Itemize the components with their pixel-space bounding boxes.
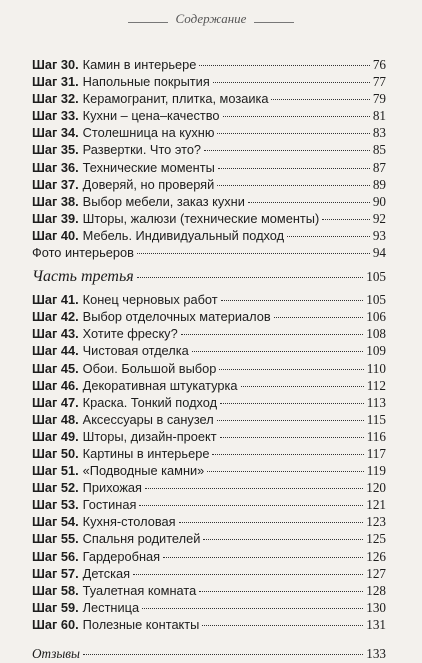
step-number: Шаг 53.: [32, 497, 79, 513]
step-number: Шаг 42.: [32, 309, 79, 325]
step-number: Шаг 56.: [32, 548, 79, 564]
running-header: [0, 11, 422, 27]
page-number: 105: [366, 292, 386, 308]
step-number: Шаг 38.: [32, 193, 79, 209]
entry-title: Гардеробная: [82, 548, 161, 564]
leader-dots: [137, 277, 364, 278]
entry-title: Шторы, жалюзи (технические моменты): [82, 210, 320, 226]
table-of-contents: [32, 57, 386, 663]
entry-title: Туалетная комната: [82, 582, 197, 598]
step-number: Шаг 51.: [32, 463, 79, 479]
leader-dots: [179, 522, 364, 523]
entry-title: Развертки. Что это?: [82, 142, 202, 158]
page-number: 92: [372, 210, 386, 226]
leader-dots: [218, 168, 370, 169]
page-number: 93: [372, 227, 386, 243]
leader-dots: [241, 386, 364, 387]
step-number: Шаг 48.: [32, 411, 79, 427]
entry-title: Напольные покрытия: [82, 74, 210, 90]
toc-entry[interactable]: [32, 566, 386, 583]
entry-title: Детская: [82, 565, 131, 581]
header-rule-right: [254, 22, 294, 23]
entry-title: Хотите фреску?: [82, 326, 178, 342]
toc-entry[interactable]: [32, 228, 386, 245]
toc-entry[interactable]: [32, 309, 386, 326]
entry-title: Камин в интерьере: [82, 57, 197, 72]
toc-entry[interactable]: [32, 343, 386, 360]
leader-dots: [223, 116, 370, 117]
page-number: 131: [366, 616, 386, 632]
page-number: 109: [366, 343, 386, 359]
step-number: Шаг 54.: [32, 514, 79, 530]
toc-list-part-two: [32, 57, 386, 262]
step-number: Шаг 35.: [32, 142, 79, 158]
entry-title: Выбор отделочных материалов: [82, 309, 271, 325]
header-title: Содержание: [175, 11, 247, 26]
reviews-page: 133: [366, 646, 386, 661]
page-number: 123: [366, 514, 386, 530]
entry-title: Технические моменты: [82, 159, 215, 175]
leader-dots: [219, 369, 363, 370]
leader-dots: [213, 82, 370, 83]
step-number: Шаг 50.: [32, 445, 79, 461]
header-rule-left: [128, 22, 168, 23]
page-number: 120: [366, 480, 386, 496]
toc-entry[interactable]: [32, 463, 386, 480]
page-number: 115: [366, 411, 386, 427]
entry-title: Кухни – цена–качество: [82, 108, 220, 124]
leader-dots: [137, 253, 370, 254]
entry-title: Обои. Большой выбор: [82, 360, 217, 376]
page-number: 76: [372, 57, 386, 72]
toc-entry[interactable]: [32, 395, 386, 412]
leader-dots: [287, 236, 370, 237]
leader-dots: [271, 99, 369, 100]
entry-title: Аксессуары в санузел: [82, 411, 214, 427]
toc-entry[interactable]: [32, 429, 386, 446]
toc-entry[interactable]: [32, 600, 386, 617]
toc-entry[interactable]: [32, 245, 386, 262]
leader-dots: [207, 471, 363, 472]
step-number: Шаг 43.: [32, 326, 79, 342]
page-number: 126: [366, 548, 386, 564]
leader-dots: [204, 150, 370, 151]
leader-dots: [199, 65, 369, 66]
entry-title: Полезные контакты: [82, 616, 200, 632]
toc-entry[interactable]: [32, 142, 386, 159]
entry-title: Краска. Тонкий подход: [82, 394, 218, 410]
page-number: 127: [366, 565, 386, 581]
entry-title: Столешница на кухню: [82, 125, 215, 141]
page-number: 128: [366, 582, 386, 598]
toc-entry[interactable]: [32, 446, 386, 463]
step-number: Шаг 37.: [32, 176, 79, 192]
step-number: Шаг 46.: [32, 377, 79, 393]
entry-title: Выбор мебели, заказ кухни: [82, 193, 245, 209]
page-number: 81: [372, 108, 386, 124]
page-number: 89: [372, 176, 386, 192]
leader-dots: [322, 219, 370, 220]
leader-dots: [217, 185, 370, 186]
page-number: 79: [372, 91, 386, 107]
step-number: Шаг 41.: [32, 292, 79, 308]
leader-dots: [248, 202, 370, 203]
step-number: Шаг 58.: [32, 582, 79, 598]
toc-list-part-three: [32, 292, 386, 634]
leader-dots: [203, 539, 363, 540]
leader-dots: [163, 557, 363, 558]
step-number: Шаг 30.: [32, 57, 79, 72]
toc-entry[interactable]: [32, 531, 386, 548]
step-number: Шаг 52.: [32, 480, 79, 496]
entry-title: Конец черновых работ: [82, 292, 218, 308]
page-number: 117: [366, 445, 386, 461]
toc-entry[interactable]: [32, 378, 386, 395]
page-number: 108: [366, 326, 386, 342]
toc-entry[interactable]: [32, 125, 386, 142]
leader-dots: [192, 351, 364, 352]
entry-title: Шторы, дизайн-проект: [82, 428, 217, 444]
step-number: Шаг 45.: [32, 360, 79, 376]
toc-entry[interactable]: [32, 177, 386, 194]
toc-entry[interactable]: [32, 326, 386, 343]
step-number: Шаг 32.: [32, 91, 79, 107]
step-number: Шаг 36.: [32, 159, 79, 175]
entry-title: Картины в интерьере: [82, 445, 210, 461]
toc-entry[interactable]: [32, 412, 386, 429]
leader-dots: [139, 505, 363, 506]
entry-title: Прихожая: [82, 480, 142, 496]
leader-dots: [217, 133, 369, 134]
entry-title: Спальня родителей: [82, 531, 201, 547]
leader-dots: [212, 454, 363, 455]
page-number: 119: [366, 463, 386, 479]
entry-title: Мебель. Индивидуальный подход: [82, 227, 285, 243]
page-number: 94: [372, 245, 386, 261]
step-number: Шаг 47.: [32, 394, 79, 410]
page-number: 90: [372, 193, 386, 209]
part-page: 105: [366, 269, 386, 285]
step-number: Шаг 60.: [32, 616, 79, 632]
toc-entry[interactable]: [32, 108, 386, 125]
leader-dots: [133, 574, 363, 575]
entry-title: Кухня-столовая: [82, 514, 176, 530]
step-number: Шаг 49.: [32, 428, 79, 444]
step-number: Шаг 44.: [32, 343, 79, 359]
entry-title: Чистовая отделка: [82, 343, 189, 359]
page-number: 87: [372, 159, 386, 175]
toc-entry[interactable]: [32, 361, 386, 378]
page-number: 125: [366, 531, 386, 547]
leader-dots: [181, 334, 364, 335]
step-number: Шаг 39.: [32, 210, 79, 226]
toc-entry[interactable]: [32, 211, 386, 228]
step-number: Шаг 57.: [32, 565, 79, 581]
entry-title: «Подводные камни»: [82, 463, 205, 479]
leader-dots: [145, 488, 363, 489]
toc-entry[interactable]: [32, 160, 386, 177]
part-title: Часть третья: [32, 268, 134, 286]
leader-dots: [199, 591, 363, 592]
step-number: Шаг 59.: [32, 599, 79, 615]
page-number: 121: [366, 497, 386, 513]
leader-dots: [217, 420, 364, 421]
toc-entry[interactable]: [32, 549, 386, 566]
leader-dots: [220, 403, 364, 404]
page-number: 110: [366, 360, 386, 376]
leader-dots: [274, 317, 364, 318]
entry-title: Керамогранит, плитка, мозаика: [82, 91, 269, 107]
step-number: Шаг 55.: [32, 531, 79, 547]
toc-entry[interactable]: [32, 91, 386, 108]
page-number: 106: [366, 309, 386, 325]
entry-title: Лестница: [82, 599, 140, 615]
toc-entry[interactable]: [32, 480, 386, 497]
toc-entry[interactable]: [32, 497, 386, 514]
leader-dots: [221, 300, 364, 301]
toc-reviews[interactable]: [32, 646, 386, 663]
leader-dots: [83, 654, 363, 655]
step-number: Шаг 40.: [32, 227, 79, 243]
toc-entry[interactable]: [32, 617, 386, 634]
toc-entry[interactable]: [32, 194, 386, 211]
entry-title: Доверяй, но проверяй: [82, 176, 215, 192]
page-number: 85: [372, 142, 386, 158]
step-number: Шаг 33.: [32, 108, 79, 124]
leader-dots: [220, 437, 364, 438]
toc-entry[interactable]: [32, 292, 386, 309]
entry-title: Декоративная штукатурка: [82, 377, 238, 393]
step-number: Шаг 31.: [32, 74, 79, 90]
reviews-title: Отзывы: [32, 646, 80, 661]
entry-title: Гостиная: [82, 497, 137, 513]
page-number: 83: [372, 125, 386, 141]
step-number: Шаг 34.: [32, 125, 79, 141]
page-number: 113: [366, 394, 386, 410]
leader-dots: [202, 625, 363, 626]
entry-title: Фото интерьеров: [32, 245, 134, 261]
page-number: 112: [366, 377, 386, 393]
page-number: 130: [366, 599, 386, 615]
toc-entry[interactable]: [32, 514, 386, 531]
page-number: 77: [372, 74, 386, 90]
toc-entry[interactable]: [32, 583, 386, 600]
toc-entry[interactable]: [32, 74, 386, 91]
toc-part-heading[interactable]: [32, 268, 386, 292]
leader-dots: [142, 608, 363, 609]
toc-entry[interactable]: [32, 57, 386, 74]
page-number: 116: [366, 428, 386, 444]
